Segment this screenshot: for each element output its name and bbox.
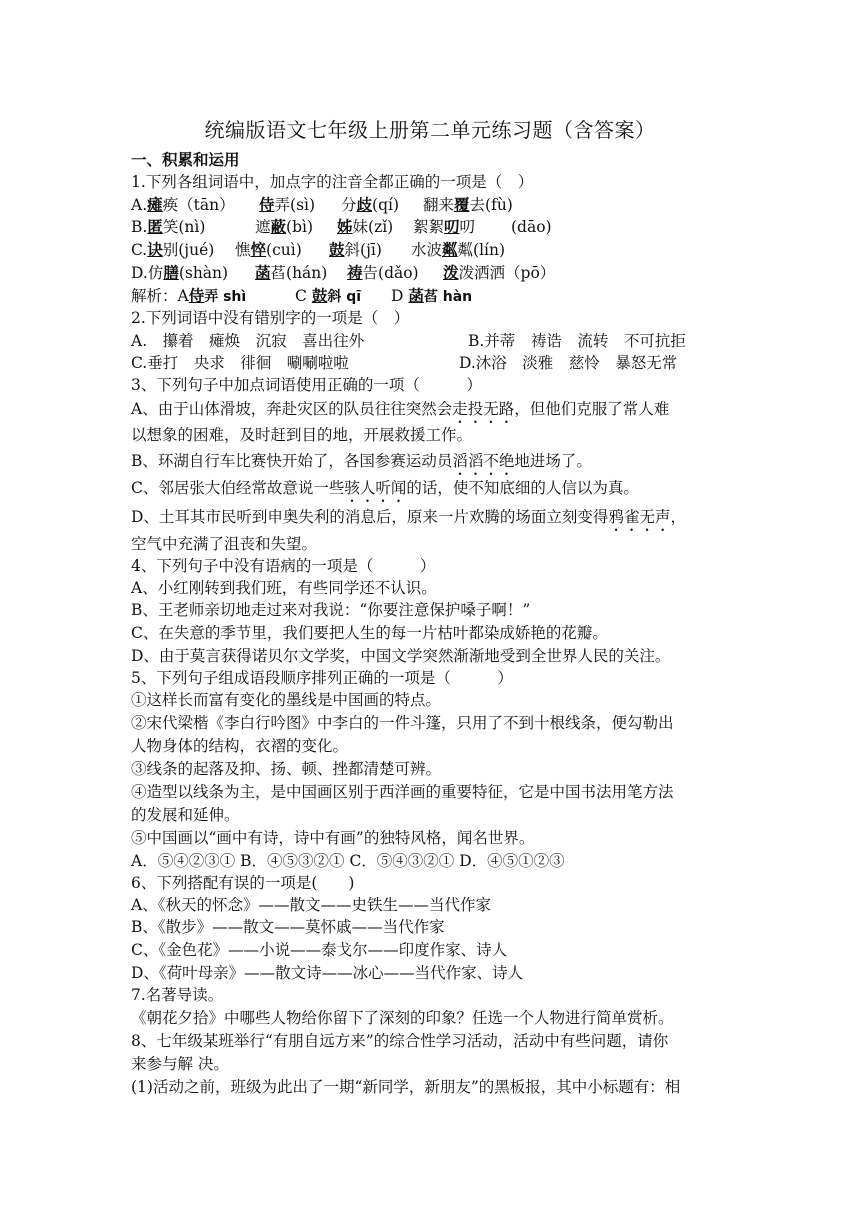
q1-option-b: B.匿笑(nì) 遮蔽(bì) 姊妹(zǐ) 絮絮叨叨 (dāo): [131, 217, 552, 236]
q3-option-b: B、环湖自行车比赛快开始了，各国参赛运动员滔滔不绝地进场了。: [131, 452, 592, 470]
q4-option-c: C、在失意的季节里，我们要把人生的每一片枯叶都染成娇艳的花瓣。: [131, 624, 608, 642]
q3-option-a: A、由于山体滑坡，奔赴灾区的队员往往突然会走投无路，但他们克服了常人难: [131, 400, 670, 418]
q8-stem: 8、七年级某班举行“有朋自远方来”的综合性学习活动，活动中有些问题，请你: [131, 1032, 669, 1050]
q5-sentence-2-cont: 人物身体的结构，衣褶的变化。: [131, 737, 349, 755]
q5-sentence-1: ①这样长而富有变化的墨线是中国画的特点。: [131, 691, 442, 709]
q5-sentence-3: ③线条的起落及抑、扬、顿、挫都清楚可辨。: [131, 760, 442, 778]
q1-option-c: C.诀别(jué) 憔悴(cuì) 鼓斜(jī) 水波粼粼(lín): [131, 240, 506, 259]
q2-option-c: C.垂打 央求 徘徊 唰唰啦啦: [131, 354, 349, 372]
q5-options: A．⑤④②③① B．④⑤③②① C．⑤④③②① D．④⑤①②③: [131, 852, 565, 870]
q3-option-d-cont: 空气中充满了沮丧和失望。: [131, 535, 318, 553]
q2-option-a: A. 攥着 瘫焕 沉寂 喜出往外: [131, 332, 365, 350]
q1-option-d: D.仿膳(shàn) 菡萏(hán) 祷告(dǎo) 泼泼洒洒（pō）: [131, 263, 556, 282]
q5-sentence-4: ④造型以线条为主，是中国画区别于西洋画的重要特征，它是中国书法用笔方法: [131, 783, 674, 801]
q2-stem: 2.下列词语中没有错别字的一项是（ ）: [131, 309, 410, 327]
q4-option-d: D、由于莫言获得诺贝尔文学奖，中国文学突然渐渐地受到全世界人民的关注。: [131, 647, 671, 665]
q6-option-a: A、《秋天的怀念》——散文——史铁生——当代作家: [131, 896, 491, 914]
q6-option-b: B、《散步》——散文——莫怀戚——当代作家: [131, 918, 445, 936]
q8-stem-cont: 来参与解 决。: [131, 1055, 229, 1073]
q6-stem: 6、下列搭配有误的一项是( ): [131, 874, 355, 892]
q5-sentence-5: ⑤中国画以“画中有诗，诗中有画”的独特风格，闻名世界。: [131, 829, 535, 847]
q5-sentence-4-cont: 的发展和延伸。: [131, 806, 240, 824]
document-title: 统编版语文七年级上册第二单元练习题（含答案）: [204, 118, 656, 142]
section-heading: 一、积累和运用: [131, 150, 240, 169]
q3-option-c: C、邻居张大伯经常故意说一些骇人听闻的话，使不知底细的人信以为真。: [131, 479, 639, 497]
q6-option-d: D、《荷叶母亲》——散文诗——冰心——当代作家、诗人: [131, 964, 524, 982]
q1-stem: 1.下列各组词语中，加点字的注音全都正确的一项是（ ）: [131, 173, 534, 191]
q7-stem: 7.名著导读。: [131, 986, 224, 1004]
q1-analysis: 解析：A侍弄 shì C 鼓斜 qī D 菡萏 hàn: [131, 286, 473, 305]
q2-option-d: D.沐浴 淡雅 慈怜 暴怒无常: [459, 354, 678, 372]
q6-option-c: C、《金色花》——小说——泰戈尔——印度作家、诗人: [131, 941, 508, 959]
q4-stem: 4、下列句子中没有语病的一项是（ ）: [131, 557, 436, 575]
q4-option-a: A、小红刚转到我们班，有些同学还不认识。: [131, 579, 437, 597]
q8-subquestion-1: (1)活动之前，班级为此出了一期“新同学，新朋友”的黑板报，其中小标题有：相: [131, 1078, 681, 1096]
q3-option-d: D、土耳其市民听到申奥失利的消息后，原来一片欢腾的场面立刻变得鸦雀无声，: [131, 508, 686, 526]
q7-body: 《朝花夕拾》中哪些人物给你留下了深刻的印象？任选一个人物进行简单赏析。: [131, 1009, 674, 1027]
q4-option-b: B、王老师亲切地走过来对我说：“你要注意保护嗓子啊！”: [131, 601, 531, 619]
q1-option-a: A.瘫痪（tān） 侍弄(sì) 分歧(qí) 翻来覆去(fù): [131, 195, 513, 214]
q2-option-b: B.并蒂 祷诰 流转 不可抗拒: [468, 332, 686, 350]
q5-stem: 5、下列句子组成语段顺序排列正确的一项是（ ）: [131, 669, 513, 687]
q3-option-a-cont: 以想象的困难，及时赶到目的地，开展救援工作。: [131, 426, 473, 444]
q5-sentence-2: ②宋代梁楷《李白行吟图》中李白的一件斗篷，只用了不到十根线条，便勾勒出: [131, 714, 674, 732]
q3-stem: 3、下列句子中加点词语使用正确的一项（ ）: [131, 376, 482, 394]
